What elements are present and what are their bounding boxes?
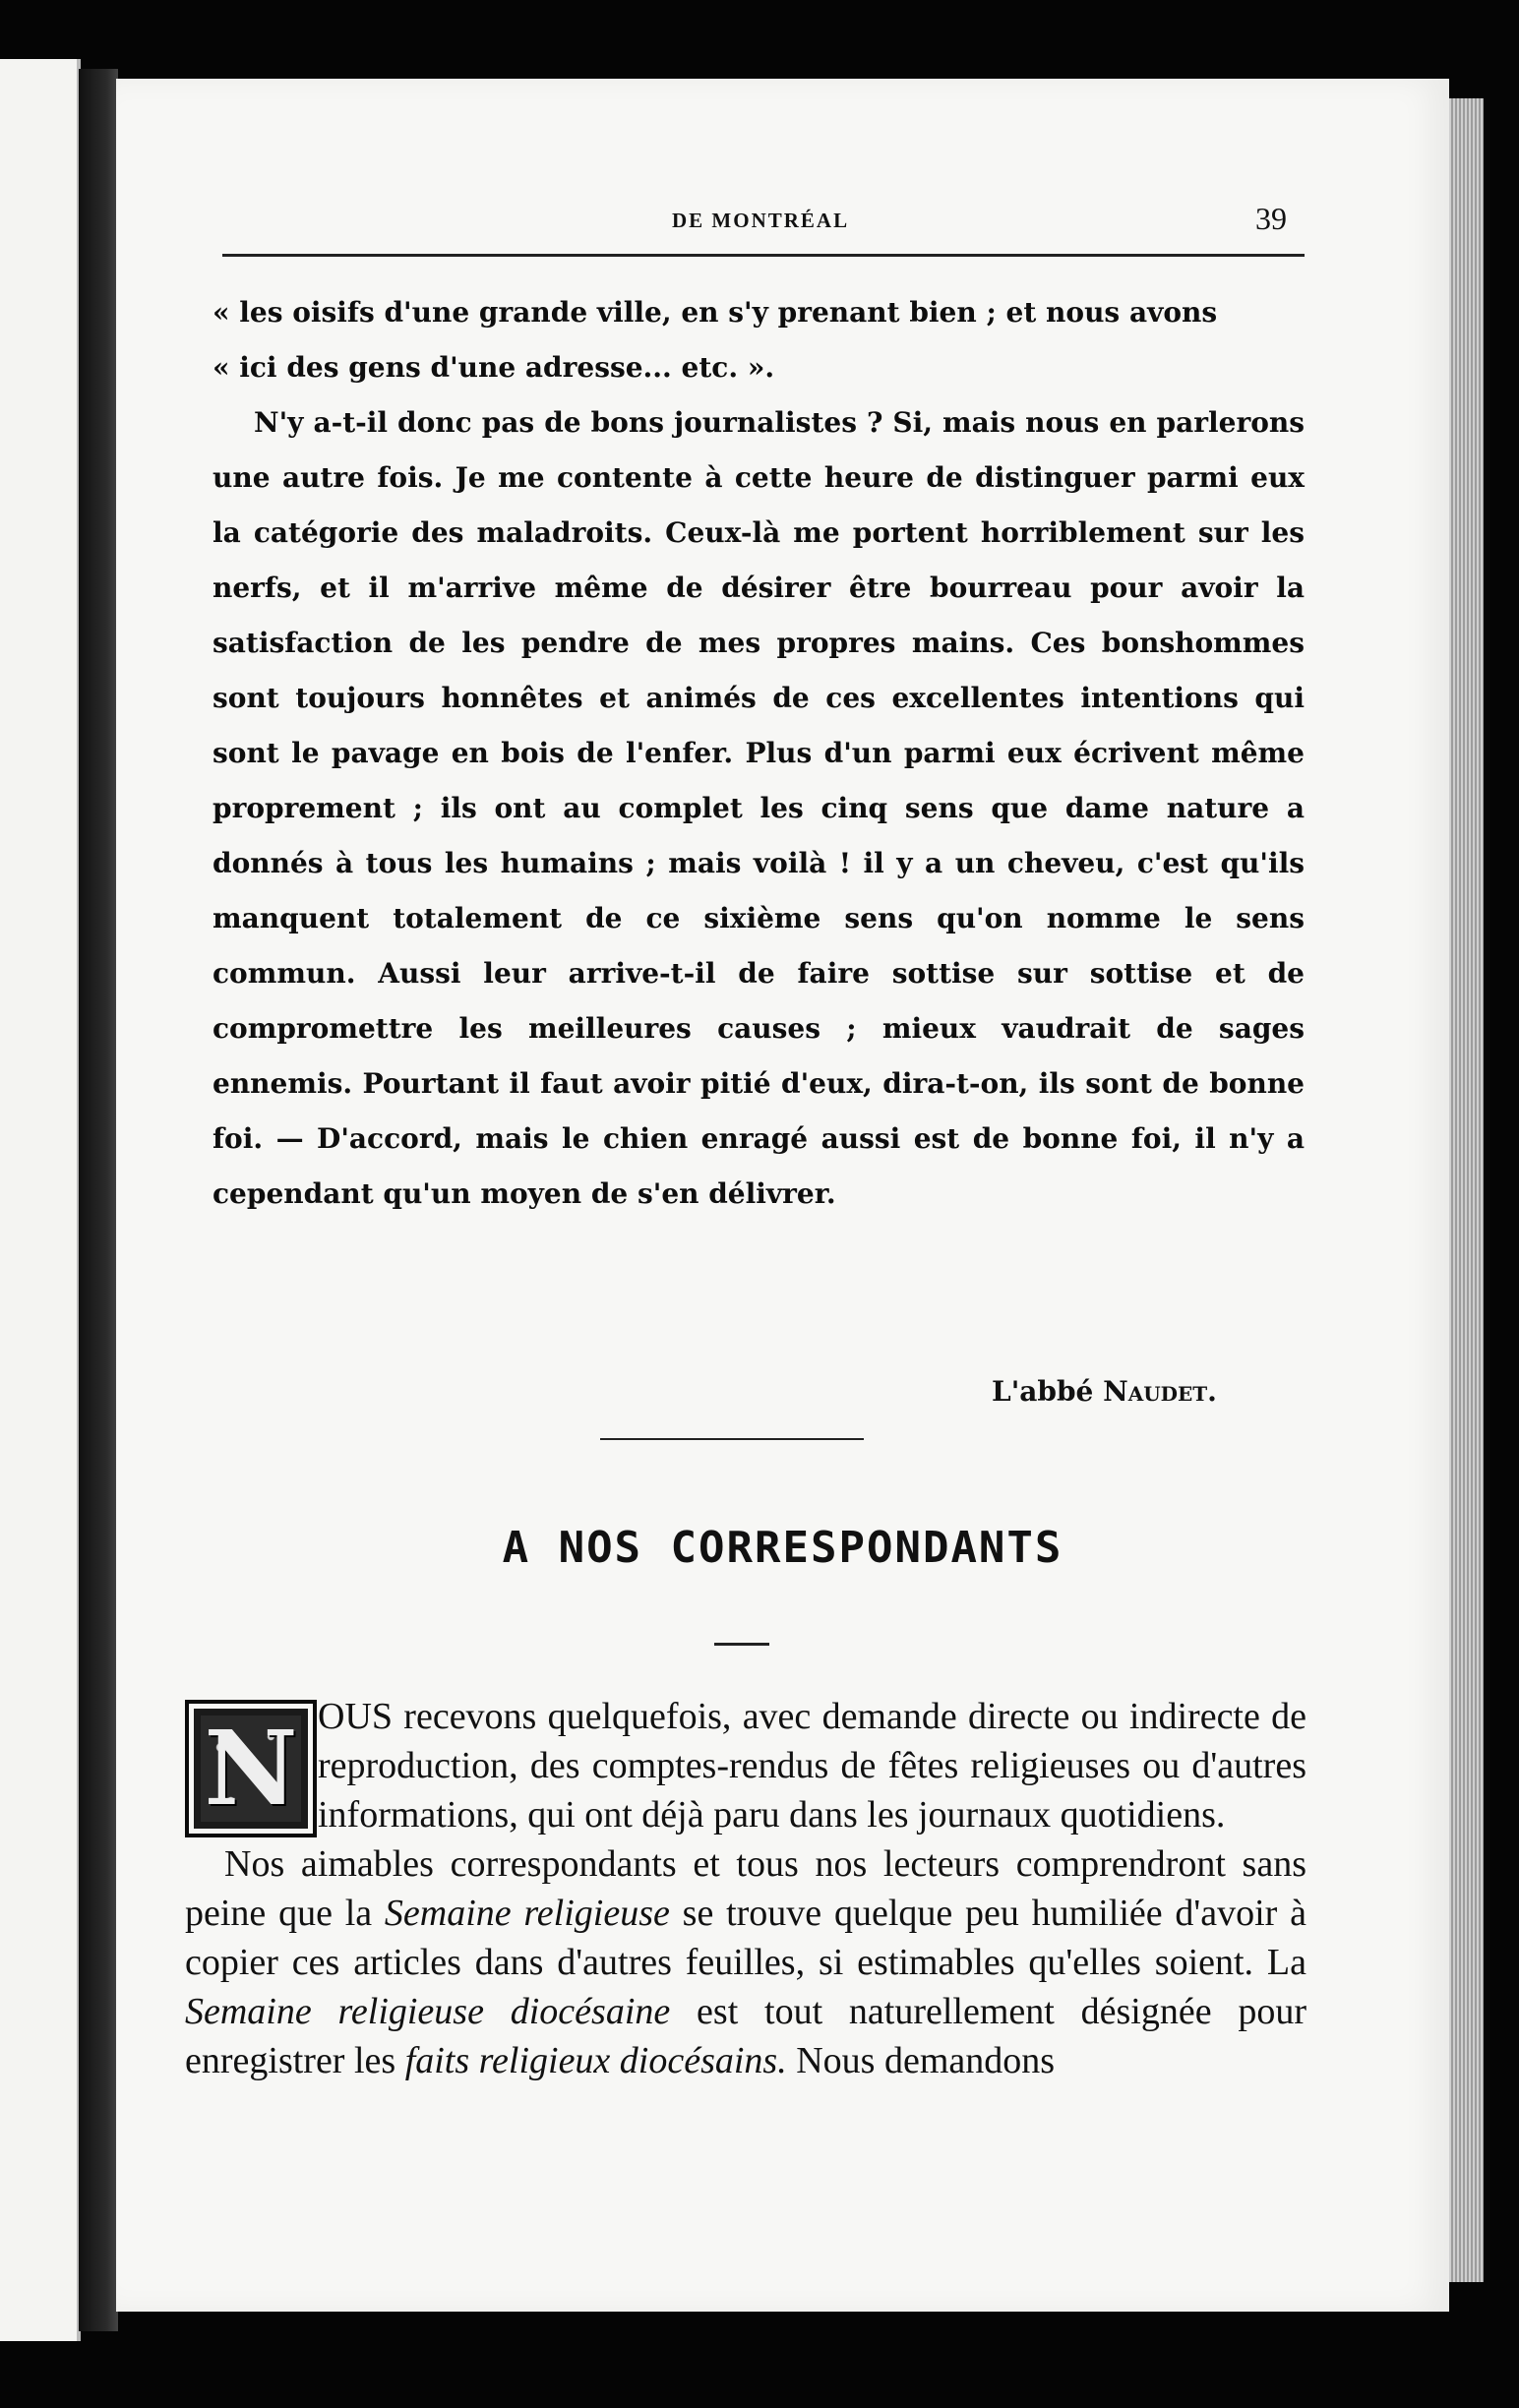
section-text bbox=[185, 1692, 1306, 2085]
section-title: A NOS CORRESPONDANTS bbox=[502, 1523, 1063, 1573]
section-divider bbox=[600, 1438, 864, 1440]
quote-line: « les oisifs d'une grande ville, en s'y prenant bien ; et nous avons bbox=[213, 296, 1218, 329]
page-stack-edge bbox=[1449, 98, 1484, 2282]
italic-phrase: faits religieux diocésains. bbox=[404, 2040, 787, 2081]
article-text bbox=[213, 285, 1305, 1222]
drop-cap-letter: N bbox=[204, 1708, 298, 1829]
author-signature bbox=[992, 1375, 1217, 1408]
signature-prefix: L'abbé bbox=[992, 1375, 1104, 1408]
paragraph-2-text-b: se trouve quelque peu humiliée d'avoir à copier ces articles dans d'autres feuilles, si estimables qu'elles soient. La bbox=[185, 1893, 1306, 1983]
paragraph-2-text-c: est tout naturellement désignée pour enregistrer les bbox=[185, 1991, 1307, 2081]
italic-title-1: Semaine religieuse bbox=[384, 1893, 670, 1934]
running-head: DE MONTRÉAL bbox=[672, 209, 850, 232]
section-paragraph-2 bbox=[185, 1839, 1306, 2085]
page-header bbox=[116, 201, 1449, 240]
quote-line: « ici des gens d'une adresse... etc. ». bbox=[213, 351, 775, 384]
header-rule bbox=[222, 254, 1305, 257]
section-paragraph-1 bbox=[185, 1692, 1306, 1839]
italic-title-2: Semaine religieuse diocésaine bbox=[185, 1991, 671, 2032]
article-paragraph: N'y a-t-il donc pas de bons journalistes ? Si, mais nous en parlerons une autre fois. Je me contente à cette heure de distinguer parmi eux la catégorie des maladroits. Ceux-là me portent horriblement sur les nerfs, et il m'arrive même de désirer être bourreau pour avoir la satisfaction de les pendre de mes propres mains. Ces bonshommes sont toujours honnêtes et animés de ces excellentes intentions qui sont le pavage en bois de l'enfer. Plus d'un parmi eux écrivent même proprement ; ils ont au complet les cinq sens que dame nature a donnés à tous les humains ; mais voilà ! il y a un cheveu, c'est qu'ils manquent totalement de ce sixième sens qu'on nomme le sens commun. Aussi leur arrive-t-il de faire sottise sur sottise et de compromettre les meilleures causes ; mieux vaudrait de sages ennemis. Pourtant il faut avoir pitié d'eux, dira-t-on, ils sont de bonne foi. — D'accord, mais le chien enragé aussi est de bonne foi, il n'y a cependant qu'un moyen de s'en délivrer. bbox=[213, 406, 1305, 1210]
facing-page-edge bbox=[0, 59, 81, 2341]
book-binding bbox=[79, 69, 118, 2331]
signature-name: Naudet. bbox=[1103, 1375, 1217, 1408]
paragraph-2-text-d: Nous demandons bbox=[786, 2040, 1056, 2081]
page-number: 39 bbox=[1255, 201, 1287, 236]
paragraph-2-text-a: Nos aimables correspondants et tous nos lecteurs comprendront sans peine que la bbox=[185, 1843, 1306, 1934]
title-underline bbox=[714, 1643, 769, 1646]
book-page bbox=[116, 79, 1449, 2312]
paragraph-1-text: recevons quelquefois, avec demande directe ou indirecte de reproduction, des comptes-rendus de fêtes religieuses ou d'autres informations, qui ont déjà paru dans les journaux quotidiens. bbox=[318, 1696, 1306, 1836]
opening-word: OUS bbox=[318, 1696, 394, 1737]
